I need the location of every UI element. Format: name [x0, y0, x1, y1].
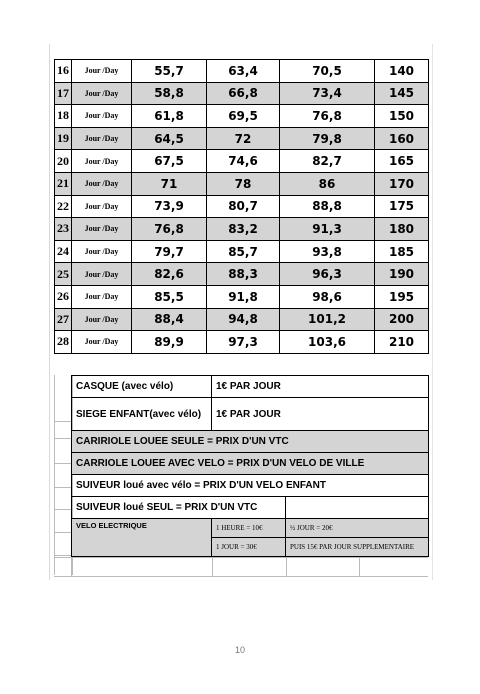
price-col-2: 83,2	[207, 218, 280, 241]
rate-row	[55, 82, 429, 105]
elec-1h: 1 HEURE = 10€	[212, 519, 286, 538]
price-col-2: 72	[207, 127, 280, 150]
price-col-3: 76,8	[280, 105, 375, 128]
price-col-4: 160	[375, 127, 429, 150]
price-col-3: 86	[280, 172, 375, 195]
casque-label: CASQUE (avec vélo)	[72, 376, 212, 398]
row-suiveur-velo	[72, 475, 429, 497]
day-number: 27	[55, 308, 72, 331]
price-col-1: 89,9	[132, 331, 207, 354]
elec-extra: PUIS 15€ PAR JOUR SUPPLEMENTAIRE	[286, 538, 429, 557]
options-table	[71, 375, 429, 557]
suiveur-velo-text: SUIVEUR loué avec vélo = PRIX D'UN VELO ENFANT	[72, 475, 429, 497]
price-col-4: 190	[375, 263, 429, 286]
price-col-4: 180	[375, 218, 429, 241]
price-col-3: 101,2	[280, 308, 375, 331]
rate-row	[55, 172, 429, 195]
price-col-3: 79,8	[280, 127, 375, 150]
unit-label: Jour /Day	[72, 240, 132, 263]
siege-label: SIEGE ENFANT(avec vélo)	[72, 398, 212, 431]
unit-label: Jour /Day	[72, 172, 132, 195]
price-col-4: 210	[375, 331, 429, 354]
price-col-1: 88,4	[132, 308, 207, 331]
price-col-3: 103,6	[280, 331, 375, 354]
price-col-3: 73,4	[280, 82, 375, 105]
price-col-1: 79,7	[132, 240, 207, 263]
price-col-1: 76,8	[132, 218, 207, 241]
day-number: 26	[55, 285, 72, 308]
carriole-velo-text: CARRIOLE LOUEE AVEC VELO = PRIX D'UN VELO DE VILLE	[72, 453, 429, 475]
unit-label: Jour /Day	[72, 263, 132, 286]
day-number: 23	[55, 218, 72, 241]
day-number: 22	[55, 195, 72, 218]
suiveur-seul-text: SUIVEUR loué SEUL = PRIX D'UN VTC	[72, 497, 286, 519]
price-col-3: 93,8	[280, 240, 375, 263]
day-number: 16	[55, 60, 72, 83]
day-number: 20	[55, 150, 72, 173]
rate-row	[55, 240, 429, 263]
row-electrique-1	[72, 519, 429, 538]
empty-bottom-row	[54, 557, 428, 577]
price-col-1: 61,8	[132, 105, 207, 128]
price-col-1: 85,5	[132, 285, 207, 308]
carriole-seule-text: CARIRIOLE LOUEE SEULE = PRIX D'UN VTC	[72, 431, 429, 453]
rates-table-body	[55, 60, 429, 354]
rate-row	[55, 105, 429, 128]
page-left-edge	[49, 44, 50, 580]
page-number: 10	[234, 645, 245, 655]
day-number: 17	[55, 82, 72, 105]
price-col-4: 145	[375, 82, 429, 105]
day-number: 19	[55, 127, 72, 150]
price-col-2: 78	[207, 172, 280, 195]
price-col-1: 58,8	[132, 82, 207, 105]
price-col-3: 96,3	[280, 263, 375, 286]
price-col-2: 74,6	[207, 150, 280, 173]
electrique-label: VELO ELECTRIQUE	[72, 519, 212, 557]
rate-row	[55, 331, 429, 354]
price-col-2: 91,8	[207, 285, 280, 308]
unit-label: Jour /Day	[72, 82, 132, 105]
price-col-4: 165	[375, 150, 429, 173]
rate-row	[55, 150, 429, 173]
rate-row	[55, 195, 429, 218]
row-carriole-velo	[72, 453, 429, 475]
elec-half-day: ½ JOUR = 20€	[286, 519, 429, 538]
price-col-3: 70,5	[280, 60, 375, 83]
price-col-2: 69,5	[207, 105, 280, 128]
rate-row	[55, 60, 429, 83]
row-suiveur-seul	[72, 497, 429, 519]
price-col-4: 200	[375, 308, 429, 331]
day-number: 24	[55, 240, 72, 263]
rate-row	[55, 308, 429, 331]
day-number: 21	[55, 172, 72, 195]
price-col-4: 175	[375, 195, 429, 218]
page-right-edge	[432, 44, 433, 580]
row-carriole-seule	[72, 431, 429, 453]
price-col-1: 82,6	[132, 263, 207, 286]
unit-label: Jour /Day	[72, 285, 132, 308]
price-col-4: 170	[375, 172, 429, 195]
price-col-3: 91,3	[280, 218, 375, 241]
unit-label: Jour /Day	[72, 308, 132, 331]
price-col-1: 73,9	[132, 195, 207, 218]
price-col-2: 88,3	[207, 263, 280, 286]
suiveur-seul-empty	[286, 497, 429, 519]
price-col-1: 67,5	[132, 150, 207, 173]
casque-price: 1€ PAR JOUR	[212, 376, 429, 398]
price-col-3: 88,8	[280, 195, 375, 218]
price-col-4: 150	[375, 105, 429, 128]
price-col-4: 185	[375, 240, 429, 263]
row-siege	[72, 398, 429, 431]
price-col-4: 140	[375, 60, 429, 83]
price-col-2: 85,7	[207, 240, 280, 263]
price-col-2: 63,4	[207, 60, 280, 83]
price-col-1: 64,5	[132, 127, 207, 150]
price-col-2: 94,8	[207, 308, 280, 331]
rate-row	[55, 127, 429, 150]
day-number: 18	[55, 105, 72, 128]
unit-label: Jour /Day	[72, 150, 132, 173]
unit-label: Jour /Day	[72, 60, 132, 83]
unit-label: Jour /Day	[72, 218, 132, 241]
rate-row	[55, 263, 429, 286]
rate-row	[55, 285, 429, 308]
row-casque	[72, 376, 429, 398]
price-col-4: 195	[375, 285, 429, 308]
unit-label: Jour /Day	[72, 331, 132, 354]
rate-row	[55, 218, 429, 241]
price-col-1: 71	[132, 172, 207, 195]
price-col-1: 55,7	[132, 60, 207, 83]
elec-1day: 1 JOUR = 30€	[212, 538, 286, 557]
day-number: 25	[55, 263, 72, 286]
rates-table	[54, 59, 429, 354]
price-col-2: 80,7	[207, 195, 280, 218]
unit-label: Jour /Day	[72, 127, 132, 150]
unit-label: Jour /Day	[72, 195, 132, 218]
price-col-2: 66,8	[207, 82, 280, 105]
price-col-2: 97,3	[207, 331, 280, 354]
day-number: 28	[55, 331, 72, 354]
siege-price: 1€ PAR JOUR	[212, 398, 429, 431]
price-col-3: 82,7	[280, 150, 375, 173]
unit-label: Jour /Day	[72, 105, 132, 128]
price-col-3: 98,6	[280, 285, 375, 308]
